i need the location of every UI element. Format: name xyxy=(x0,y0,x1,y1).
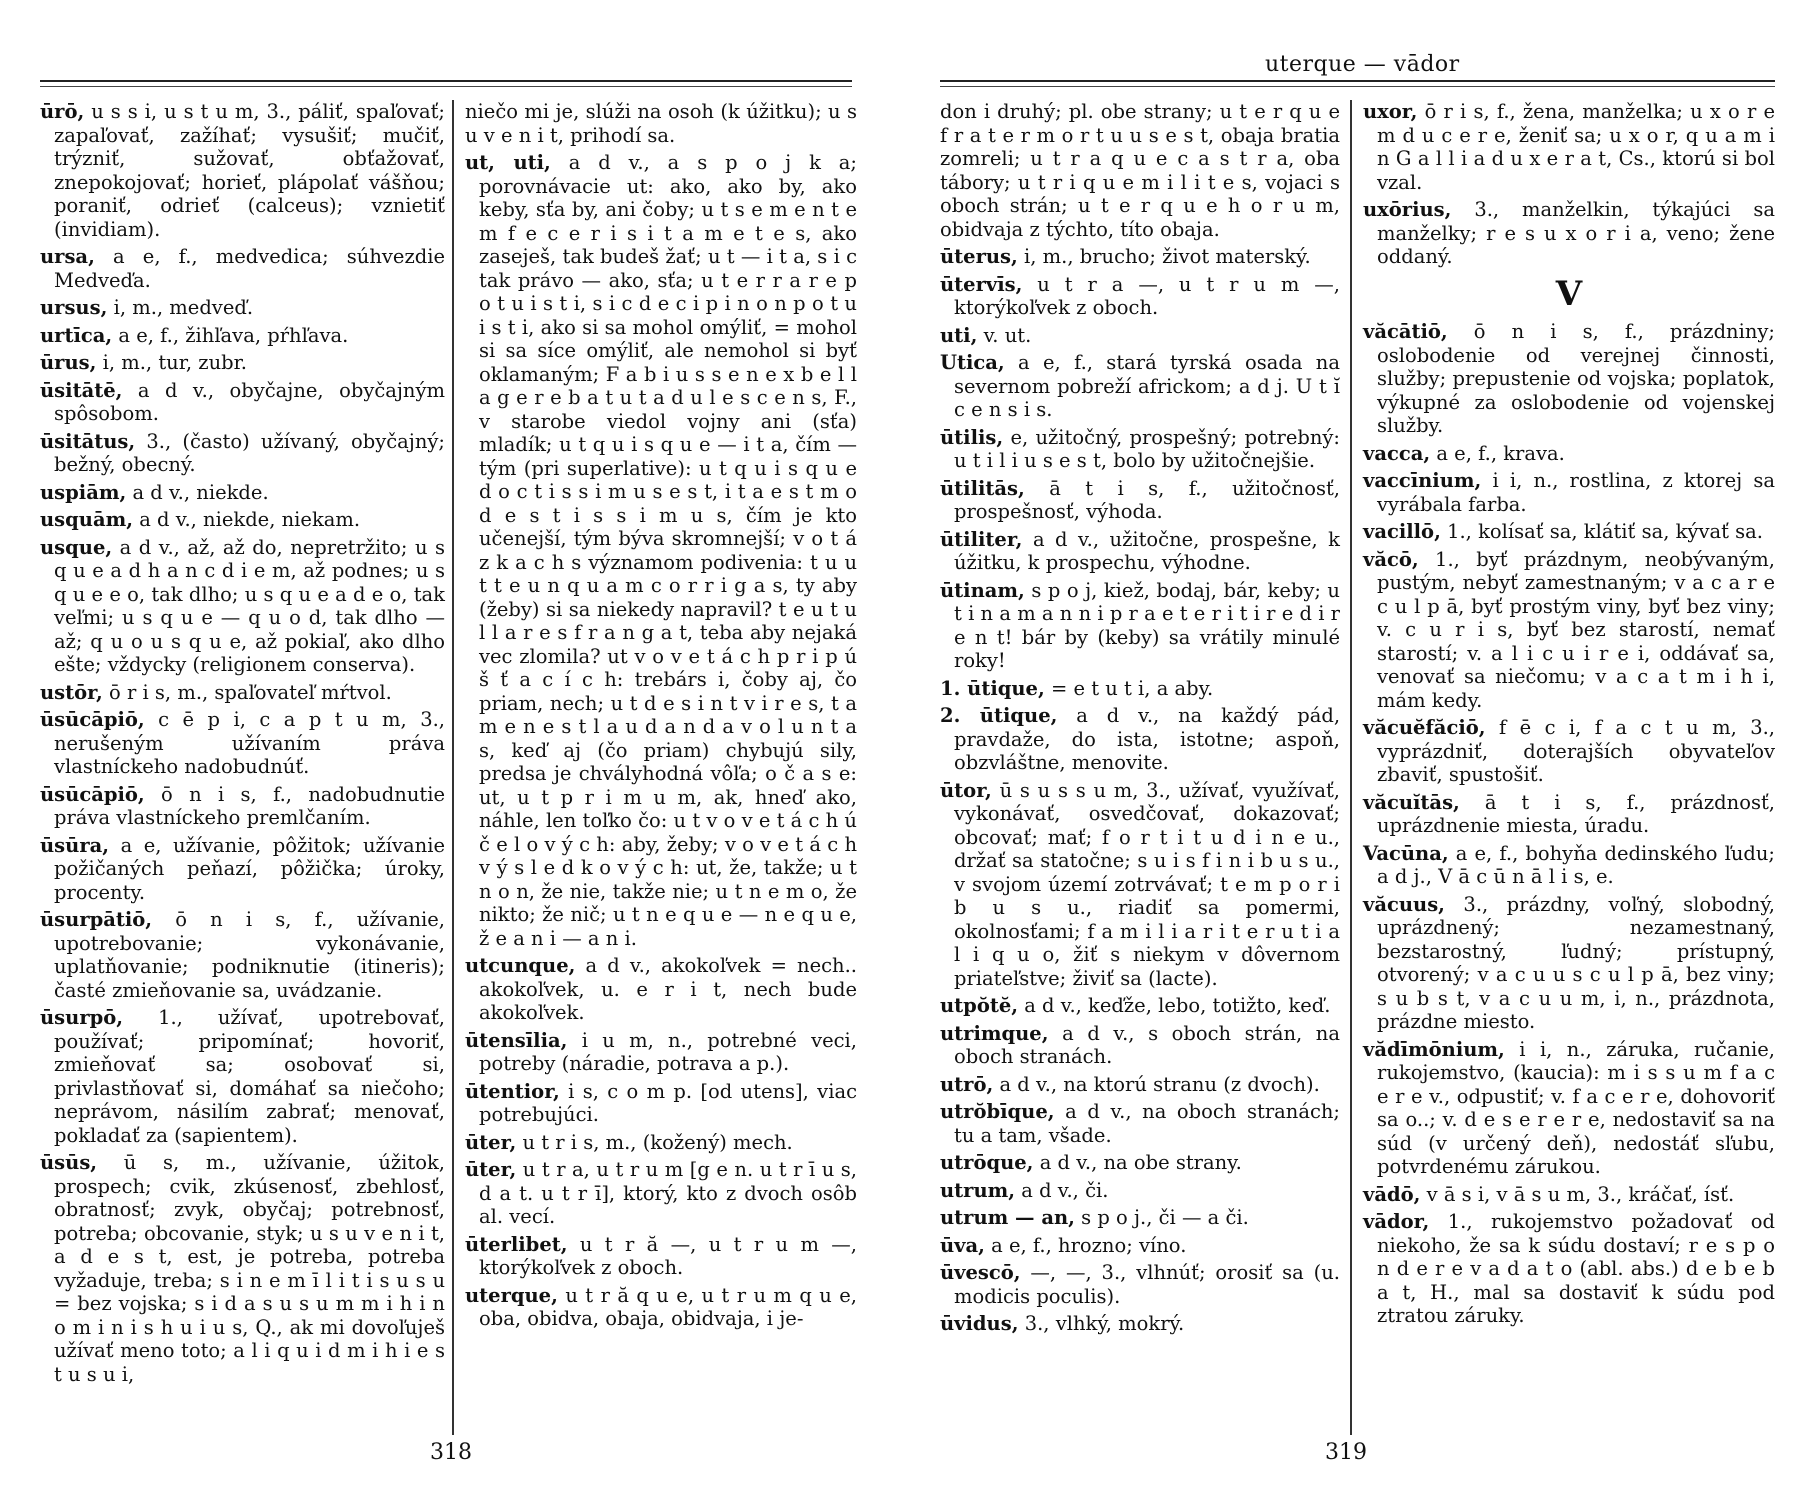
headword: ūsurpō, xyxy=(40,1006,124,1029)
dictionary-entry xyxy=(40,245,445,292)
definition: a e, f., stará tyrská osada na severnom pobreží africkom; a d j. U t ĭ c e n s i s. xyxy=(954,351,1340,421)
definition: a d v., na oboch stranách; tu a tam, všade. xyxy=(954,1100,1340,1147)
definition: e, užitočný, prospešný; potrebný: u t i l i u s e s t, bolo by užitočnejšie. xyxy=(954,425,1340,472)
headword: usquām, xyxy=(40,508,134,531)
definition: ō r i s, m., spaľovateľ mŕtvol. xyxy=(109,680,392,704)
dictionary-entry xyxy=(465,1233,857,1280)
dictionary-entry xyxy=(40,1151,445,1386)
headword: ūva, xyxy=(940,1233,985,1257)
headword: ūtilitās, xyxy=(940,476,1025,500)
dictionary-entry xyxy=(940,351,1340,422)
definition: u t r i s, m., (kožený) mech. xyxy=(522,1130,793,1154)
definition: u t r a —, u t r u m —, ktorýkoľvek z oboch. xyxy=(954,272,1340,319)
dictionary-entry xyxy=(940,477,1340,524)
headword: 1. ūtique, xyxy=(940,676,1045,700)
headword: vădīmōnium, xyxy=(1363,1037,1505,1061)
running-header: uterque — vādor xyxy=(1265,52,1460,77)
headword: ūtilis, xyxy=(940,425,1004,449)
dictionary-entry xyxy=(940,779,1340,991)
definition: a d v., na ktorú stranu (z dvoch). xyxy=(999,1072,1320,1096)
dictionary-entry xyxy=(940,1022,1340,1069)
headword: utrŏbīque, xyxy=(940,1100,1055,1123)
definition: a d v., keďže, lebo, totižto, keď. xyxy=(1024,994,1331,1017)
headword: ūtentior, xyxy=(465,1079,560,1103)
definition: —, —, 3., vlhnúť; orosiť sa (u. modicis poculis). xyxy=(954,1261,1340,1308)
right-column-2 xyxy=(1363,100,1775,1332)
headword: vacca, xyxy=(1363,441,1431,465)
definition: = e t u t i, a aby. xyxy=(1050,676,1214,700)
dictionary-entry xyxy=(40,708,445,779)
dictionary-entry xyxy=(1363,791,1775,838)
headword: ūtor, xyxy=(940,778,992,802)
headword: văcuus, xyxy=(1363,892,1445,916)
dictionary-entry xyxy=(940,1312,1340,1336)
dictionary-entry xyxy=(1363,1210,1775,1328)
headword: văcuĭtās, xyxy=(1363,790,1460,814)
definition: i i, n., záruka, ručanie, rukojemstvo, (kaucia): m i s s u m f a c e r e v., odpustiť; v. f a c e r e, dohovoriť sa o..; v. d e s e r e r e, nedostaviť sa na súd (v určený deň), nedostáť sľubu, potvrdenému zárukou. xyxy=(1377,1037,1775,1178)
definition: s p o j, kiež, bodaj, bár, keby; u t i n a m a n n i p r a e t e r i t i r e d i r e n t! bár by (keby) sa vrátily minulé roky! xyxy=(954,578,1340,672)
headword: vacillō, xyxy=(1363,520,1441,543)
dictionary-entry xyxy=(40,430,445,477)
definition: u t r a, u t r u m [g e n. u t r ī u s, d a t. u t r ī], ktorý, kto z dvoch osôb al. vecí. xyxy=(479,1158,857,1228)
definition: ō n i s, f., nadobudnutie práva vlastníckeho premlčaním. xyxy=(54,782,445,829)
definition: a d v., až, až do, nepretržito; u s q u e a d h a n c d i e m, až podnes; u s q u e e o, tak dlho; u s q u e a d e o, tak veľmi; u s q u e — q u o d, tak dlho — až; q u o u s q u e, až pokiaľ, ako dlho ešte; vždycky (religionem conserva). xyxy=(54,535,446,676)
dictionary-entry xyxy=(940,1261,1340,1308)
dictionary-entry xyxy=(1363,1183,1775,1207)
headword: utrōque, xyxy=(940,1151,1034,1174)
dictionary-entry xyxy=(940,1234,1340,1258)
definition: a d v., obyčajne, obyčajným spôsobom. xyxy=(54,378,445,425)
dictionary-entry xyxy=(940,1151,1340,1175)
dictionary-entry xyxy=(1363,320,1775,438)
headword: ūsūra, xyxy=(40,833,110,857)
definition: a d v., na každý pád, pravdaže, do ista, istotne; aspoň, obzvláštne, menovite. xyxy=(954,704,1341,774)
headword: vaccīnium, xyxy=(1363,469,1482,492)
page-number-319: 319 xyxy=(1325,1440,1367,1465)
definition: i, m., medveď. xyxy=(113,296,254,319)
definition: ō n i s, f., užívanie, upotrebovanie; vykonávanie, uplatňovanie; podniknutie (itineris); časté zmieňovanie sa, uvádzanie. xyxy=(54,908,445,1002)
headword: văcō, xyxy=(1363,547,1419,571)
headword: Utica, xyxy=(940,351,1005,374)
dictionary-entry xyxy=(1363,469,1775,516)
definition: i, m., tur, zubr. xyxy=(102,351,247,374)
definition: s p o j., či — a či. xyxy=(1081,1206,1249,1229)
headword: uterque, xyxy=(465,1283,558,1307)
definition: 3., (často) užívaný, obyčajný; bežný, obecný. xyxy=(54,429,445,476)
headword: ūrus, xyxy=(40,351,97,374)
dictionary-entry xyxy=(40,324,445,348)
dictionary-entry xyxy=(465,151,857,950)
dictionary-entry xyxy=(465,100,857,147)
dictionary-entry xyxy=(40,508,445,532)
dictionary-entry xyxy=(1363,273,1775,317)
dictionary-entry xyxy=(465,1029,857,1076)
definition: v. ut. xyxy=(983,323,1032,347)
headword: uspiām, xyxy=(40,480,127,504)
headword: vādor, xyxy=(1363,1210,1430,1233)
definition: a d v., niekde. xyxy=(132,480,269,504)
definition: 1., rukojemstvo požadovať od niekoho, že sa k súdu dostaví; r e s p o n d e r e v a d a t o (abl. abs.) d e b e b a t, H., mal sa dostaviť k súdu pod ztratou záruky. xyxy=(1377,1210,1776,1327)
headword: ustōr, xyxy=(40,680,103,704)
column-divider xyxy=(1350,100,1352,1435)
dictionary-entry xyxy=(40,908,445,1002)
headword: ūsitātē, xyxy=(40,378,123,402)
headword: utpŏtĕ, xyxy=(940,994,1019,1017)
definition: a d v., niekde, niekam. xyxy=(139,508,361,531)
dictionary-entry xyxy=(465,1284,857,1331)
headword: ut, uti, xyxy=(465,151,551,174)
dictionary-entry xyxy=(940,1206,1340,1230)
dictionary-entry xyxy=(40,481,445,505)
definition: u t r ă —, u t r u m —, ktorýkoľvek z oboch. xyxy=(479,1232,857,1279)
headword: ūter, xyxy=(465,1130,517,1154)
headword: ūtiliter, xyxy=(940,527,1023,551)
headword: ūsitātus, xyxy=(40,429,136,453)
dictionary-entry xyxy=(1363,716,1775,787)
headword: ūtinam, xyxy=(940,578,1025,602)
definition: a e, f., bohyňa dedinského ľudu; a d j., V ā c ū n ā l i s, e. xyxy=(1377,841,1775,888)
headword: ursa, xyxy=(40,245,95,268)
definition: a e, f., krava. xyxy=(1436,441,1565,465)
headword: ūterlibet, xyxy=(465,1232,568,1256)
dictionary-entry xyxy=(1363,842,1775,889)
definition: i, m., brucho; život materský. xyxy=(1024,245,1311,268)
definition: 3., vlhký, mokrý. xyxy=(1024,1312,1185,1335)
definition: 1., kolísať sa, klátiť sa, kývať sa. xyxy=(1447,520,1763,543)
headword: 2. ūtique, xyxy=(940,704,1058,727)
definition: ū s, m., užívanie, úžitok, prospech; cvik, zkúsenosť, zbehlosť, obratnosť; zvyk, obyčaj; potrebnosť, potreba; obcovanie, styk; u s u v e n i t, a d e s t, est, je potreba, potreba vyžaduje, treba; s i n e m ī l i t i s u s u = bez vojska; s i d a s u s u m m i h i n o m i n i s h u i u s, Q., ak mi dovoľuješ užívať meno toto; a l i q u i d m i h i e s t u s u i, xyxy=(54,1151,445,1386)
right-page xyxy=(905,0,1810,1500)
headword: ūtervīs, xyxy=(940,272,1023,296)
definition: i i, n., rostlina, z ktorej sa vyrábala farba. xyxy=(1377,469,1775,516)
headword: urtīca, xyxy=(40,323,113,347)
right-column-1 xyxy=(940,100,1340,1340)
definition: v ā s i, v ā s u m, 3., kráčať, ísť. xyxy=(1426,1182,1735,1206)
headword: utrum — an, xyxy=(940,1206,1075,1229)
definition: ā t i s, f., prázdnosť, uprázdnenie miesta, úradu. xyxy=(1377,790,1775,837)
dictionary-entry xyxy=(465,954,857,1025)
headword: uti, xyxy=(940,323,978,347)
definition: ā t i s, f., užitočnosť, prospešnosť, výhoda. xyxy=(954,476,1340,523)
dictionary-entry xyxy=(940,528,1340,575)
dictionary-entry xyxy=(1363,893,1775,1034)
definition: a d v., na obe strany. xyxy=(1039,1151,1242,1174)
dictionary-entry xyxy=(1363,198,1775,269)
definition: 1., užívať, upotrebovať, používať; pripomínať; hovoriť, zmieňovať sa; osobovať si, privlastňovať si, domáhať sa niečoho; neprávom, násilím zabrať; menovať, pokladať za (sapientem). xyxy=(54,1006,446,1147)
definition: a e, f., hrozno; víno. xyxy=(991,1233,1187,1257)
dictionary-entry xyxy=(940,1100,1340,1147)
headword: ūsūcāpiō, xyxy=(40,708,145,731)
dictionary-entry xyxy=(40,100,445,241)
dictionary-entry xyxy=(940,100,1340,241)
headword: ūter, xyxy=(465,1158,517,1181)
dictionary-entry xyxy=(40,379,445,426)
headword: văcuĕfăciō, xyxy=(1363,716,1486,739)
definition: u t r ă q u e, u t r u m q u e, oba, obidva, obaja, obidvaja, i je- xyxy=(479,1283,857,1330)
definition: a d v., či. xyxy=(1021,1178,1109,1202)
dictionary-entry xyxy=(940,994,1340,1018)
definition: 3., prázdny, voľný, slobodný, uprázdnený; nezamestnaný, bezstarostný, ľudný; prístupný, otvorený; v a c u u s c u l p ā, bez viny; s u b s t, v a c u u m, i, n., prázdnota, prázdne miesto. xyxy=(1377,892,1775,1033)
headword: uxōrius, xyxy=(1363,198,1452,221)
dictionary-entry xyxy=(940,426,1340,473)
headword: Vacūna, xyxy=(1363,841,1449,865)
left-column-1 xyxy=(40,100,445,1390)
page-number-318: 318 xyxy=(430,1440,472,1465)
dictionary-entry xyxy=(940,579,1340,673)
dictionary-entry xyxy=(40,834,445,905)
headword: utrum, xyxy=(940,1178,1016,1202)
dictionary-entry xyxy=(1363,100,1775,194)
headword: vādō, xyxy=(1363,1182,1421,1206)
headword: ūsurpātiō, xyxy=(40,908,153,931)
section-letter: V xyxy=(1555,273,1583,314)
headword: ūvidus, xyxy=(940,1312,1019,1335)
headword: utrō, xyxy=(940,1072,994,1096)
dictionary-entry xyxy=(1363,442,1775,466)
column-divider xyxy=(452,100,454,1435)
headword: uxor, xyxy=(1363,100,1418,123)
headword: ūsūcāpiō, xyxy=(40,782,145,806)
top-rule-thin xyxy=(940,86,1775,87)
dictionary-entry xyxy=(465,1158,857,1229)
dictionary-entry xyxy=(40,351,445,375)
definition: a d v., a s p o j k a; porovnávacie ut: ako, ako by, ako keby, sťa by, ani čoby; u t s e m e n t e m f e c e r i s i t a m e t e s, ako zaseješ, tak budeš žať; u t — i t a, s i c tak právo — ako, sťa; u t e r r a r e p o t u i s t i, s i c d e c i p i n o n p o t u i s t i, ako si sa mohol omýliť, = mohol si sa síce omýliť, ale nemohol si byť oklamaným; F a b i u s s e n e x b e l l a g e r e b a t u t a d u l e s c e n s, F., v starobe viedol vojny ani (sťa) mladík; u t q u i s q u e — i t a, čím — tým (pri superlative): u t q u i s q u e d o c t i s s i m u s e s t, i t a e s t m o d e s t i s s i m u s, čím je kto učenejší, tým býva skromnejší; v o t á z k a c h s významom podivenia: t u u t t e u n q u a m c o r r i g a s, ty aby (žeby) si sa niekedy napravil? t e u t u l l a r e s f r a n g a t, teba aby nejaká vec zlomila? ut v o v e t á c h p r i p ú š ť a c í c h: trebárs i, čoby aj, čo priam, nech; u t d e s i n t v i r e s, t a m e n e s t l a u d a n d a v o l u n t a s, keď aj (čo priam) chybujú sily, predsa je chvályhodná vôľa; o č a s e: ut, u t p r i m u m, ak, hneď ako, náhle, len toľko čo: u t v o v e t á c h ú č e l o v ý c h: aby, žeby; v o v e t á c h v ý s l e d k o v ý c h: ut, že, takže; u t n o n, že nie, takže nie; u t n e m o, že nikto; že nič; u t n e q u e — n e q u e, ž e a n i — a n i. xyxy=(479,151,857,950)
dictionary-entry xyxy=(940,704,1340,775)
top-rule xyxy=(940,80,1775,82)
definition: ō r i s, f., žena, manželka; u x o r e m d u c e r e, ženiť sa; u x o r, q u a m i n G a l l i a d u x e r a t, Cs., ktorú si bol vzal. xyxy=(1377,100,1775,194)
headword: ursus, xyxy=(40,296,108,319)
dictionary-entry xyxy=(40,1006,445,1147)
dictionary-entry xyxy=(465,1131,857,1155)
top-rule-thin xyxy=(40,86,852,87)
headword: usque, xyxy=(40,535,113,559)
definition: a d v., s oboch strán, na oboch stranách. xyxy=(954,1021,1340,1068)
definition: don i druhý; pl. obe strany; u t e r q u e f r a t e r m o r t u u s e s t, obaja bratia zomreli; u t r a q u e c a s t r a, oba tábory; u t r i q u e m i l i t e s, vojaci s oboch strán; u t e r q u e h o r u m, obidvaja z týchto, títo obaja. xyxy=(940,100,1340,241)
definition: ō n i s, f., prázdniny; oslobodenie od verejnej činnosti, služby; prepustenie od vojska; poplatok, výkupné za oslobodenie od vojenskej služby. xyxy=(1377,320,1776,437)
dictionary-entry xyxy=(1363,520,1775,544)
dictionary-entry xyxy=(1363,548,1775,713)
definition: 3., manželkin, týkajúci sa manželky; r e s u x o r i a, veno; žene oddaný. xyxy=(1377,198,1776,268)
definition: a e, f., medvedica; súhvezdie Medveďa. xyxy=(54,245,446,292)
definition: niečo mi je, slúži na osoh (k úžitku); u s u v e n i t, prihodí sa. xyxy=(465,100,857,147)
headword: ūvescō, xyxy=(940,1261,1021,1284)
definition: a e, f., žihľava, pŕhľava. xyxy=(118,323,349,347)
definition: a d v., užitočne, prospešne, k úžitku, k prospechu, výhodne. xyxy=(954,527,1340,574)
definition: 1., byť prázdnym, neobývaným, pustým, nebyť zamestnaným; v a c a r e c u l p ā, byť prostým viny, byť bez viny; v. c u r i s, byť bez starostí, nemať starostí; v. a l i c u i r e i, oddávať sa, venovať sa niečomu; v a c a t m i h i, mám kedy. xyxy=(1377,547,1775,712)
headword: ūterus, xyxy=(940,245,1018,268)
definition: i s, c o m p. [od utens], viac potrebujúci. xyxy=(479,1079,857,1126)
definition: a e, užívanie, pôžitok; užívanie požičaných peňazí, pôžička; úroky, procenty. xyxy=(54,833,445,904)
dictionary-entry xyxy=(40,536,445,677)
dictionary-entry xyxy=(40,783,445,830)
dictionary-entry xyxy=(940,677,1340,701)
dictionary-entry xyxy=(940,1073,1340,1097)
definition: f ē c i, f a c t u m, 3., vyprázdniť, doterajších obyvateľov zbaviť, spustošiť. xyxy=(1377,716,1775,786)
definition: u s s i, u s t u m, 3., páliť, spaľovať; zapaľovať, zažíhať; vysušiť; mučiť, trýzniť, sužovať, obťažovať, znepokojovať; horieť, plápolať vášňou; poraniť, odrieť (calceus); vznietiť (invidiam). xyxy=(54,100,445,241)
dictionary-entry xyxy=(1363,1038,1775,1179)
dictionary-entry xyxy=(940,273,1340,320)
definition: c ē p i, c a p t u m, 3., nerušeným užívaním práva vlastníckeho nadobudnúť. xyxy=(54,708,446,778)
definition: i u m, n., potrebné veci, potreby (náradie, potrava a p.). xyxy=(479,1028,857,1075)
headword: ūtensīlia, xyxy=(465,1028,568,1052)
dictionary-entry xyxy=(40,681,445,705)
dictionary-entry xyxy=(40,296,445,320)
headword: văcātiō, xyxy=(1363,320,1448,343)
dictionary-entry xyxy=(465,1080,857,1127)
headword: utrimque, xyxy=(940,1021,1049,1045)
dictionary-entry xyxy=(940,324,1340,348)
left-column-2 xyxy=(465,100,857,1335)
definition: ū s u s s u m, 3., užívať, využívať, vykonávať, osvedčovať, dokazovať; obcovať; mať; f o r t i t u d i n e u., držať sa statočne; s u i s f i n i b u s u., v svojom území zotrvávať; t e m p o r i b u s u., riadiť sa pomermi, okolnosťami; f a m i l i a r i t e r u t i a l i q u o, žiť s niekym v dôvernom priateľstve; živiť sa (lacte). xyxy=(954,778,1340,990)
headword: ūsūs, xyxy=(40,1151,98,1174)
definition: a d v., akokoľvek = nech.. akokoľvek, u. e r i t, nech bude akokoľvek. xyxy=(479,954,857,1024)
dictionary-entry xyxy=(940,245,1340,269)
headword: utcunque, xyxy=(465,954,576,977)
dictionary-entry xyxy=(940,1179,1340,1203)
top-rule xyxy=(40,80,852,82)
headword: ūrō, xyxy=(40,100,85,123)
